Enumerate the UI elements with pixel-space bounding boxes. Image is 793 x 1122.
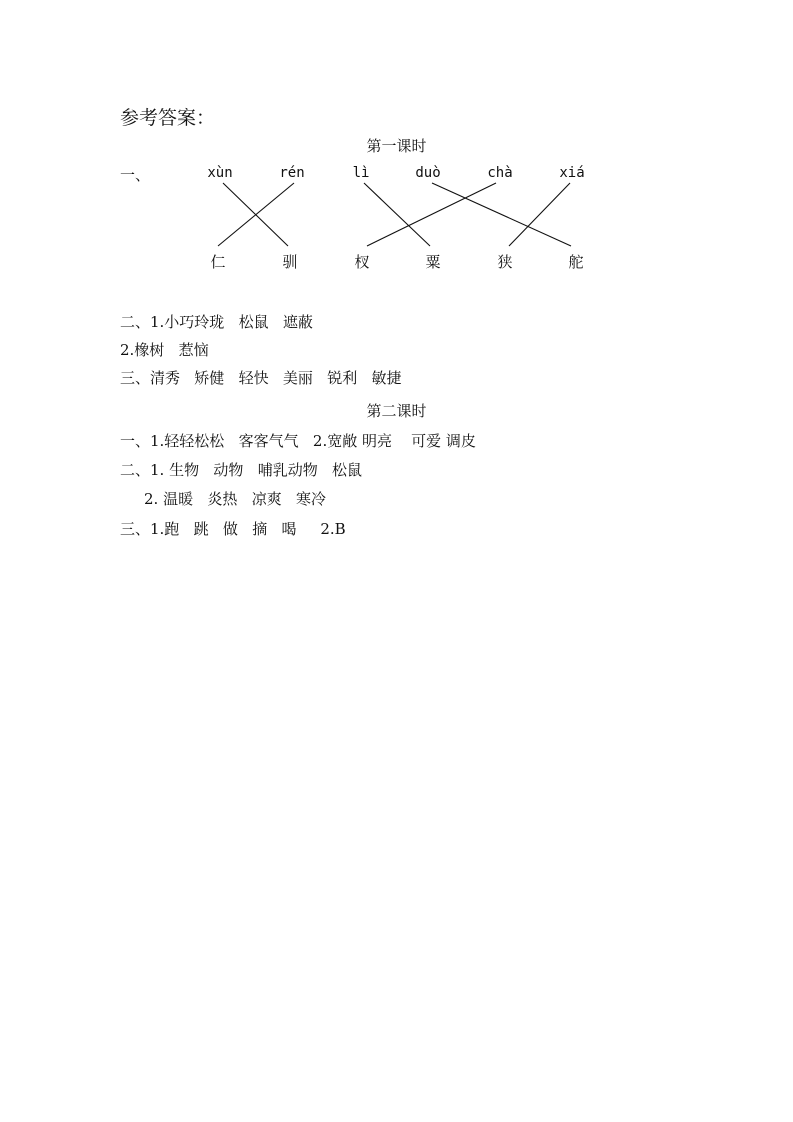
lesson1-q2-line2: 2.橡树 惹恼 [120,341,209,359]
char-li: 粟 [425,253,441,271]
lesson1-title: 第一课时 [366,137,427,155]
match-line-cha-cha [367,183,496,246]
pinyin-duo: duò [415,165,441,181]
char-cha: 杈 [354,253,370,271]
pinyin-xia: xiá [559,165,585,181]
match-line-xia-xia [509,183,570,246]
answer-key-heading: 参考答案： [120,107,216,129]
pinyin-xun: xùn [207,165,233,181]
char-xia: 狭 [497,253,513,271]
pinyin-li: lì [352,165,370,181]
lesson2-q1: 一、1.轻轻松松 客客气气 2.宽敞 明亮 可爱 调皮 [120,432,476,450]
pinyin-cha: chà [487,165,513,181]
lesson1-q3: 三、清秀 矫健 轻快 美丽 锐利 敏捷 [120,369,402,387]
char-ren: 仁 [210,253,226,271]
char-xun: 驯 [282,253,298,271]
lesson2-title: 第二课时 [366,402,427,420]
match-line-li-li [364,183,430,246]
matching-lines [0,0,793,300]
lesson2-q2-line1: 二、1. 生物 动物 哺乳动物 松鼠 [120,461,362,479]
match-line-duo-duo [432,183,571,246]
match-line-ren-ren [218,183,294,246]
pinyin-ren: rén [279,165,305,181]
lesson2-q2-line2: 2. 温暖 炎热 凉爽 寒冷 [144,490,326,508]
lesson1-q2-line1: 二、1.小巧玲珑 松鼠 遮蔽 [120,313,313,331]
lesson1-q1-label: 一、 [120,166,151,184]
lesson2-q3: 三、1.跑 跳 做 摘 喝 2.B [120,520,346,538]
char-duo: 舵 [568,253,584,271]
